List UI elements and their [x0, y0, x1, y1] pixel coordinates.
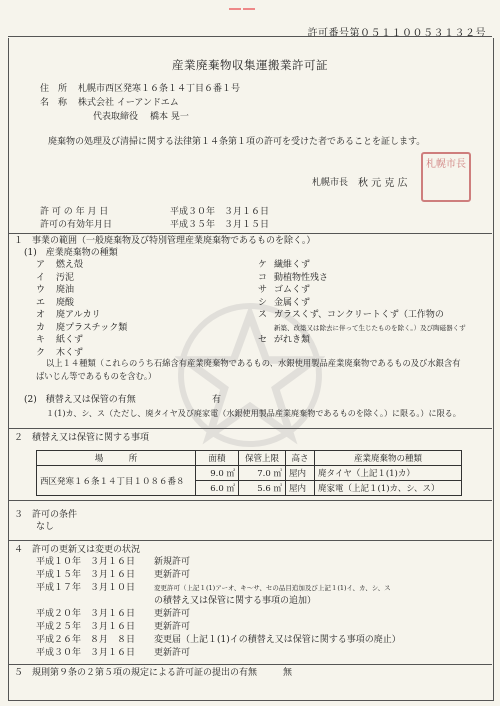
- history-desc: 更新許可: [154, 570, 191, 580]
- table-row: [37, 466, 462, 481]
- waste-letter: ケ: [258, 260, 268, 270]
- history-desc: 更新許可: [154, 622, 191, 632]
- waste-letter: ア: [36, 260, 46, 270]
- certification-text: 廃棄物の処理及び清掃に関する法律第１４条第１項の許可を受けた者であることを証します。: [48, 137, 426, 147]
- row-limit: 5.6 ㎥: [239, 481, 286, 496]
- header-mark-left: [229, 0, 241, 10]
- sec1-sub1: (1) 産業廃棄物の種類: [24, 248, 118, 258]
- issuer-title: 札幌市長: [312, 178, 349, 188]
- row-limit: 7.0 ㎥: [239, 466, 286, 481]
- issue-date-label: 許 可 の 年 月 日: [40, 207, 109, 217]
- history-desc: 更新許可: [154, 648, 191, 658]
- waste-name: 廃プラスチック類: [56, 322, 128, 333]
- document-title: 産業廃棄物収集運搬業許可証: [172, 58, 328, 72]
- sec5-heading: ５ 規則第９条の２第５項の規定による許可証の提出の有無: [14, 668, 258, 678]
- issuer-name: 秋 元 克 広: [358, 178, 408, 189]
- rep-title: 代表取締役: [93, 112, 139, 122]
- waste-name: がれき類: [274, 335, 311, 345]
- seal-char: 市長: [446, 159, 466, 170]
- waste-name: 木くず: [56, 347, 84, 358]
- col-location: 場 所: [37, 451, 196, 466]
- row-area: 6.0 ㎡: [196, 481, 239, 496]
- sec1-sub2-value: 有: [212, 395, 222, 405]
- name-label: 名 称: [40, 98, 68, 108]
- waste-letter: カ: [36, 322, 46, 333]
- row-types: 廃家電（上記１(1)カ、シ、ス）: [315, 481, 462, 496]
- section-divider: [8, 500, 492, 501]
- waste-name: ゴムくず: [274, 285, 311, 295]
- sec1-heading: １ 事業の範囲（一般廃棄物及び特別管理産業廃棄物であるものを除く。）: [14, 236, 316, 246]
- waste-name: 繊維くず: [274, 260, 311, 270]
- sec5-value: 無: [283, 668, 293, 678]
- issue-date-value: 平成３０年 ３月１６日: [170, 207, 270, 217]
- section-divider: [8, 233, 492, 234]
- history-desc: 変更届（上記１(1)イの積替え又は保管に関する事項の廃止）: [154, 635, 401, 645]
- sec1-sub2-detail: １(1)カ、シ、ス（ただし、廃タイヤ及び廃家電（水銀使用製品産業廃棄物であるものを除く。）に限る。）に限る。: [46, 408, 461, 418]
- sec3-value: なし: [36, 522, 55, 532]
- sec1-sub2-label: (2) 積替え又は保管の有無: [24, 395, 136, 405]
- history-desc: 更新許可: [154, 609, 191, 619]
- table-header-row: [37, 451, 462, 466]
- history-desc: 変更許可（上記１(1)アーオ、キ〜サ、セの品目追加及び上記１(1)イ、カ、シ、ス: [154, 584, 391, 592]
- row-area: 9.0 ㎡: [196, 466, 239, 481]
- section-divider: [8, 540, 492, 541]
- storage-table: [36, 450, 462, 496]
- row-height: 屋内: [286, 481, 315, 496]
- official-seal: [421, 152, 471, 202]
- waste-name: ガラスくず、コンクリートくず（工作物の: [274, 310, 444, 320]
- expiry-date-value: 平成３５年 ３月１５日: [170, 220, 270, 230]
- waste-name: 廃酸: [56, 297, 75, 308]
- waste-letter: キ: [36, 335, 46, 345]
- col-height: 高さ: [286, 451, 315, 466]
- col-area: 面積: [196, 451, 239, 466]
- history-date: 平成１０年 ３月１６日: [36, 557, 136, 567]
- history-desc: 新規許可: [154, 557, 191, 567]
- header-mark-right: [243, 0, 255, 10]
- waste-letter: サ: [258, 285, 268, 295]
- row-types: 廃タイヤ（上記１(1)カ）: [315, 466, 462, 481]
- history-desc: の積替え又は保管に関する事項の追加）: [154, 596, 317, 606]
- history-date: 平成１５年 ３月１６日: [36, 570, 136, 580]
- waste-name: 燃え殻: [56, 260, 84, 270]
- waste-letter: オ: [36, 310, 46, 320]
- row-height: 屋内: [286, 466, 315, 481]
- waste-name: 汚泥: [56, 272, 75, 283]
- history-date: 平成２６年 ８月 ８日: [36, 635, 136, 645]
- history-date: 平成２５年 ３月１６日: [36, 622, 136, 632]
- expiry-date-label: 許可の有効年月日: [40, 220, 113, 230]
- waste-letter: セ: [258, 335, 268, 345]
- waste-letter: イ: [36, 272, 46, 283]
- sec1-total: 以上１４種類（これらのうち石綿含有産業廃棄物であるもの、水銀使用製品産業廃棄物であるもの及び水銀含有: [46, 358, 461, 368]
- sec3-heading: ３ 許可の条件: [14, 510, 78, 520]
- history-date: 平成３０年 ３月１６日: [36, 648, 136, 658]
- seal-char: 札幌: [426, 159, 446, 170]
- history-date: 平成１７年 ３月１０日: [36, 583, 136, 593]
- waste-letter: ク: [36, 347, 46, 358]
- waste-letter: ウ: [36, 285, 46, 295]
- waste-name: 新築、改築又は除去に伴って生じたものを除く。）及び陶磁器くず: [274, 323, 466, 332]
- col-limit: 保管上限: [239, 451, 286, 466]
- section-divider: [8, 428, 492, 429]
- storage-location: 西区発寒１６条１４丁目１０８６番８: [37, 466, 196, 496]
- sec2-heading: ２ 積替え又は保管に関する事項: [14, 433, 150, 443]
- waste-letter: エ: [36, 297, 46, 308]
- waste-letter: コ: [258, 272, 268, 283]
- waste-letter: ス: [258, 310, 268, 320]
- name-value: 株式会社 イーアンドエム: [78, 98, 179, 108]
- sec4-heading: ４ 許可の更新又は変更の状況: [14, 545, 141, 555]
- waste-name: 紙くず: [56, 335, 84, 345]
- rep-name: 橋本 晃一: [150, 112, 189, 122]
- waste-name: 廃油: [56, 285, 75, 295]
- permit-number: 許可番号第０５１１００５３１３２号: [307, 28, 486, 39]
- frame-top: [8, 36, 492, 37]
- waste-letter: シ: [258, 297, 268, 308]
- waste-name: 廃アルカリ: [56, 310, 101, 320]
- address-label: 住 所: [40, 84, 68, 94]
- waste-name: 動植物性残さ: [274, 272, 329, 283]
- col-types: 産業廃棄物の種類: [315, 451, 462, 466]
- section-divider: [8, 664, 492, 665]
- sec1-total-2: ばいじん等であるものを含む。）: [36, 371, 157, 381]
- waste-name: 金属くず: [274, 297, 311, 308]
- address-value: 札幌市西区発寒１６条１４丁目６番１号: [78, 84, 241, 94]
- history-date: 平成２０年 ３月１６日: [36, 609, 136, 619]
